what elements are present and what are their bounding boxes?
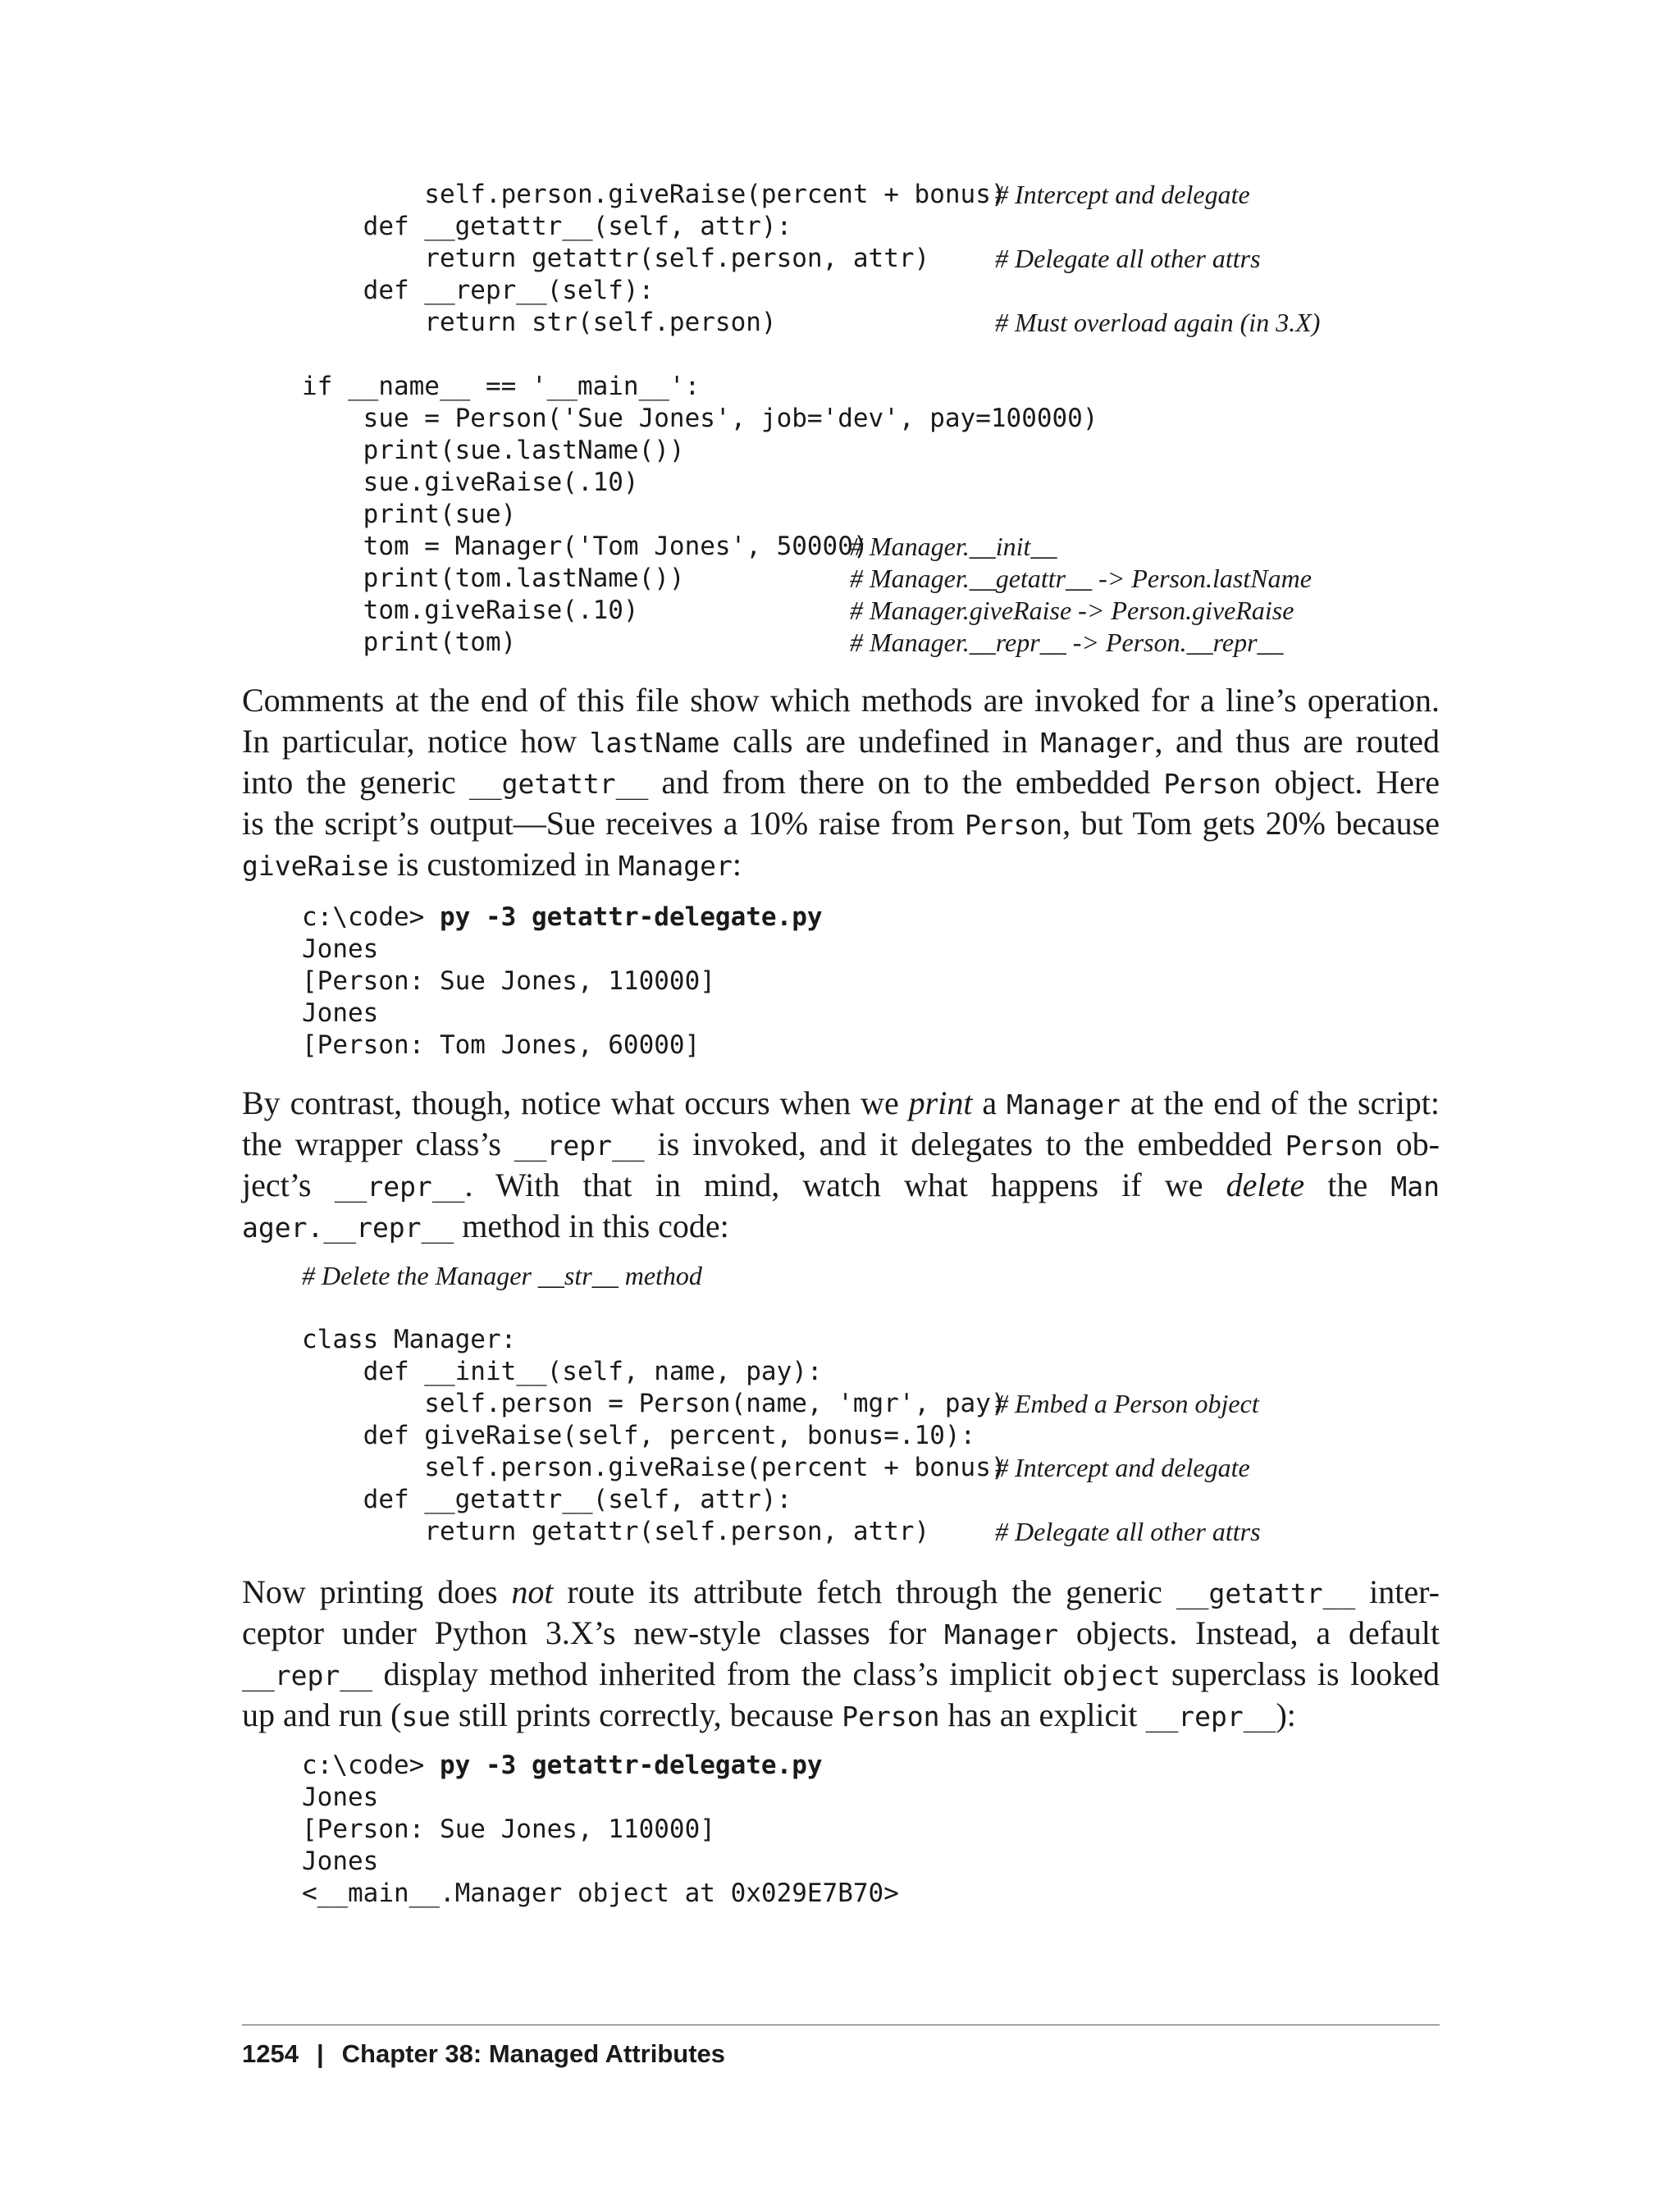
text-run: Now printing does	[242, 1573, 512, 1610]
code-comment: # Embed a Person object	[995, 1389, 1259, 1418]
console-command-text: py -3 getattr-delegate.py	[439, 1751, 823, 1780]
console-command	[302, 1750, 823, 1782]
emphasis: print	[908, 1084, 973, 1121]
text-run: objects. Instead, a default	[1058, 1614, 1440, 1651]
inline-code: Person	[1285, 1130, 1383, 1162]
inline-code: Manager	[1040, 727, 1155, 759]
text-run: is the script’s output—Sue receives a 10% raise from	[242, 805, 965, 842]
code-comment: # Intercept and delegate	[995, 180, 1250, 209]
text-run: Comments at the end of this file show which methods are invoked for a line’s operation.	[242, 682, 1440, 719]
emphasis: delete	[1226, 1166, 1305, 1203]
text-run: has an explicit	[939, 1696, 1146, 1733]
paragraph-line	[242, 803, 1440, 844]
inline-code: Manager	[618, 850, 733, 882]
text-run: . With that in mind, watch what happens if we	[464, 1166, 1226, 1203]
paragraph-line	[242, 1124, 1440, 1165]
code-text: print(tom)	[302, 628, 517, 657]
text-run: still prints correctly, because	[450, 1696, 842, 1733]
text-run: display method inherited from the class’s implicit	[372, 1655, 1063, 1692]
code-text: print(sue.lastName())	[302, 436, 685, 465]
text-run: In particular, notice how	[242, 723, 590, 760]
text-run: at the end of the script:	[1121, 1084, 1440, 1121]
console-command-text: py -3 getattr-delegate.py	[439, 902, 823, 932]
code-comment: # Delegate all other attrs	[995, 244, 1261, 273]
text-run: , but Tom gets 20% because	[1062, 805, 1440, 842]
paragraph-line	[242, 721, 1440, 762]
text-run: calls are undefined in	[719, 723, 1041, 760]
inline-code: object	[1062, 1659, 1161, 1691]
inline-code: __getattr__	[1176, 1577, 1356, 1609]
text-run: up and run (	[242, 1696, 402, 1733]
paragraph-line	[242, 1654, 1440, 1695]
console-output-text: Jones	[302, 1847, 379, 1876]
page-number: 1254	[242, 2039, 299, 2068]
console-command	[302, 902, 823, 934]
console-output-text: Jones	[302, 934, 379, 964]
text-run: into the generic	[242, 764, 469, 801]
page-footer	[242, 2034, 725, 2074]
console-output-text: Jones	[302, 1783, 379, 1812]
paragraph-line	[242, 1572, 1440, 1613]
console-output-text: Jones	[302, 998, 379, 1028]
console-output-text: [Person: Sue Jones, 110000]	[302, 966, 715, 996]
console-output-text: [Person: Tom Jones, 60000]	[302, 1030, 701, 1060]
inline-code: Person	[842, 1701, 940, 1732]
code-text: def __getattr__(self, attr):	[302, 1485, 792, 1514]
code-comment: # Must overload again (in 3.X)	[995, 308, 1321, 337]
paragraph-line	[242, 1613, 1440, 1654]
code-comment: # Manager.__repr__ -> Person.__repr__	[850, 628, 1284, 657]
code-text: return str(self.person)	[302, 308, 777, 337]
code-text: tom = Manager('Tom Jones', 50000)	[302, 532, 869, 561]
code-comment: # Manager.__getattr__ -> Person.lastName	[850, 564, 1312, 593]
paragraph-line	[242, 680, 1440, 721]
code-text: sue.giveRaise(.10)	[302, 468, 639, 497]
inline-code: lastName	[589, 727, 720, 759]
text-run: and from there on to the embedded	[648, 764, 1164, 801]
paragraph-line	[242, 844, 1440, 885]
inline-code: __repr__	[514, 1130, 645, 1162]
console-prompt: c:\code>	[302, 1751, 425, 1780]
code-text: def __init__(self, name, pay):	[302, 1357, 823, 1386]
chapter-title: Chapter 38: Managed Attributes	[341, 2039, 726, 2068]
paragraph-line	[242, 1165, 1440, 1206]
code-comment: # Manager.__init__	[850, 532, 1057, 561]
inline-code: sue	[401, 1701, 451, 1732]
code-text: def __getattr__(self, attr):	[302, 212, 792, 241]
code-comment: # Intercept and delegate	[995, 1453, 1250, 1482]
code-text: self.person.giveRaise(percent + bonus)	[302, 180, 1007, 209]
text-run: :	[732, 846, 742, 883]
inline-code: Manager	[943, 1618, 1059, 1650]
paragraph-line	[242, 1695, 1440, 1736]
code-text: def __repr__(self):	[302, 276, 655, 305]
text-run: superclass is looked	[1160, 1655, 1440, 1692]
text-run: By contrast, though, notice what occurs when we	[242, 1084, 909, 1121]
inline-code: __getattr__	[468, 768, 649, 800]
text-run: is invoked, and it delegates to the embedded	[644, 1125, 1285, 1162]
code-comment: # Delete the Manager __str__ method	[302, 1261, 702, 1290]
paragraph-line	[242, 1206, 1440, 1247]
code-text: return getattr(self.person, attr)	[302, 1517, 930, 1546]
console-output-text: <__main__.Manager object at 0x029E7B70>	[302, 1879, 899, 1908]
paragraph-method-routing	[242, 680, 1440, 885]
code-text: return getattr(self.person, attr)	[302, 244, 930, 273]
code-comment: # Manager.giveRaise -> Person.giveRaise	[850, 596, 1294, 625]
emphasis: not	[511, 1573, 554, 1610]
inline-code: Person	[964, 809, 1063, 841]
text-run: the	[1304, 1166, 1391, 1203]
console-output-text: [Person: Sue Jones, 110000]	[302, 1815, 715, 1844]
code-text: print(tom.lastName())	[302, 564, 685, 593]
text-run: inter-	[1355, 1573, 1440, 1610]
inline-code: giveRaise	[242, 850, 389, 882]
code-text: def giveRaise(self, percent, bonus=.10):	[302, 1421, 976, 1450]
paragraph-line	[242, 762, 1440, 803]
inline-code: __repr__	[334, 1171, 465, 1203]
code-text: sue = Person('Sue Jones', job='dev', pay=100000)	[302, 404, 1098, 433]
text-run: , and thus are routed	[1154, 723, 1440, 760]
console-prompt: c:\code>	[302, 902, 425, 932]
text-run: object. Here	[1261, 764, 1440, 801]
footer-separator: |	[316, 2039, 324, 2068]
paragraph-line	[242, 1083, 1440, 1124]
text-run: method in this code:	[454, 1208, 729, 1244]
text-run: ob-	[1382, 1125, 1440, 1162]
text-run: a	[972, 1084, 1007, 1121]
inline-code: __repr__	[1145, 1701, 1276, 1732]
inline-code: ager.__repr__	[242, 1212, 454, 1244]
inline-code: Manager	[1006, 1089, 1121, 1121]
code-text: if __name__ == '__main__':	[302, 372, 701, 401]
paragraph-default-repr	[242, 1572, 1440, 1736]
code-text: print(sue)	[302, 500, 517, 529]
inline-code: __repr__	[242, 1659, 372, 1691]
inline-code: Man	[1390, 1171, 1440, 1203]
code-text: class Manager:	[302, 1325, 517, 1354]
paragraph-delete-repr	[242, 1083, 1440, 1247]
inline-code: Person	[1163, 768, 1262, 800]
text-run: ceptor under Python 3.X’s new-style classes for	[242, 1614, 944, 1651]
text-run: ject’s	[242, 1166, 335, 1203]
text-run: the wrapper class’s	[242, 1125, 514, 1162]
text-run: ):	[1276, 1696, 1296, 1733]
code-text: self.person.giveRaise(percent + bonus)	[302, 1453, 1007, 1482]
code-text: self.person = Person(name, 'mgr', pay)	[302, 1389, 1007, 1418]
code-comment: # Delegate all other attrs	[995, 1517, 1261, 1546]
text-run: route its attribute fetch through the generic	[553, 1573, 1176, 1610]
text-run: is customized in	[388, 846, 619, 883]
code-text: tom.giveRaise(.10)	[302, 596, 639, 625]
